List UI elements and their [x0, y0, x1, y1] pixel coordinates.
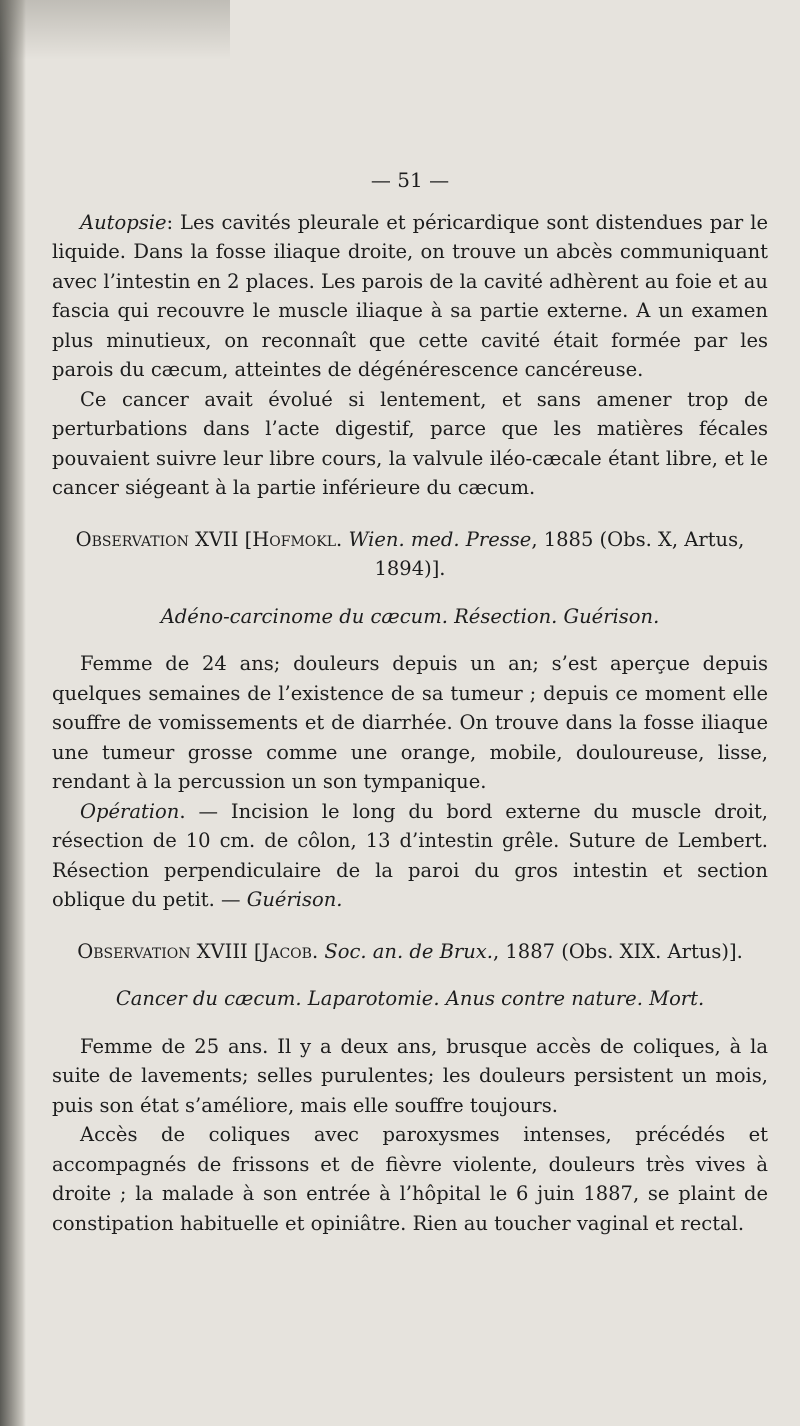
observation-17-paragraph: Femme de 24 ans; douleurs depuis un an; s’est aperçue depuis quelques semaines de l’existence de sa tumeur ; depuis ce moment elle souffre de vomissements et de diarrhée. On trouve dans la fosse iliaque une tumeur grosse comme une orange, mobile, douloureuse, lisse, rendant à la percussion un son tympanique. — [52, 652, 768, 793]
autopsie-text: : Les cavités pleurale et péricardique sont distendues par le liquide. Dans la fosse iliaque droite, on trouve un abcès communiquant avec l’intestin en 2 places. Les parois de la cavité adhèrent au foie et au fascia qui recouvre le muscle iliaque à sa partie externe. A un examen plus minutieux, on reconnaît que cette cavité était formée par les parois du cæcum, atteintes de dégénérescence cancéreuse. — [52, 210, 768, 381]
observation-18-paragraph-2: Accès de coliques avec paroxysmes intenses, précédés et accompagnés de frissons et de fièvre violente, douleurs très vives à droite ; la malade à son entrée à l’hôpital le 6 juin 1887, se plaint de constipation habituelle et opiniâtre. Rien au toucher vaginal et rectal. — [52, 1123, 768, 1235]
observation-18-subtitle — [52, 984, 768, 1014]
page-corner-shadow — [0, 0, 230, 60]
observation-17-journal: Wien. med. Presse — [348, 527, 532, 551]
observation-17-subtitle-text: Adéno-carcinome du cæcum. Résection. Guérison. — [160, 604, 660, 628]
observation-17-subtitle — [52, 602, 768, 632]
cancer-paragraph: Ce cancer avait évolué si lentement, et sans amener trop de perturbations dans l’acte digestif, parce que les matières fécales pouvaient suivre leur libre cours, la valvule iléo-cæcale étant libre, et le cancer siégeant à la partie inférieure du cæcum. — [52, 387, 768, 499]
operation-outcome: Guérison. — [246, 888, 343, 911]
page-binding-shadow — [0, 0, 26, 1426]
page-body — [52, 166, 768, 1238]
observation-18-paragraph-1: Femme de 25 ans. Il y a deux ans, brusque accès de coliques, à la suite de lavements; selles purulentes; les douleurs persistent un mois, puis son état s’améliore, mais elle souffre toujours. — [52, 1034, 768, 1117]
observation-17-ref: , 1885 (Obs. X, Artus, 1894)]. — [374, 527, 745, 580]
observation-17-author: Hofmokl — [252, 527, 337, 551]
observation-18-author: Jacob — [261, 939, 312, 963]
operation-text: . — Incision le long du bord externe du muscle droit, résection de 10 cm. de côlon, 13 d’intestin grêle. Suture de Lembert. Résection perpendiculaire de la paroi du gros intestin et section oblique du petit. — — [52, 799, 768, 911]
page-number: — 51 — — [370, 168, 450, 192]
observation-18-ref: , 1887 (Obs. XIX. Artus)]. — [492, 939, 743, 963]
observation-17-heading: Observation XVII [Hofmokl. Wien. med. Presse, 1885 (Obs. X, Artus, 1894)]. — [75, 527, 745, 580]
observation-18-subtitle-text: Cancer du cæcum. Laparotomie. Anus contre nature. Mort. — [115, 987, 705, 1010]
autopsie-paragraph — [52, 208, 768, 385]
observation-18-label: Observation XVIII — [77, 939, 248, 963]
operation-label: Opération — [80, 799, 180, 823]
observation-18-journal: Soc. an. de Brux. — [324, 939, 493, 963]
observation-18-heading: Observation XVIII [Jacob. Soc. an. de Brux., 1887 (Obs. XIX. Artus)]. — [77, 939, 743, 963]
observation-17-label: Observation XVII — [75, 527, 239, 551]
observation-17-operation — [52, 797, 768, 915]
autopsie-label: Autopsie — [80, 210, 167, 234]
